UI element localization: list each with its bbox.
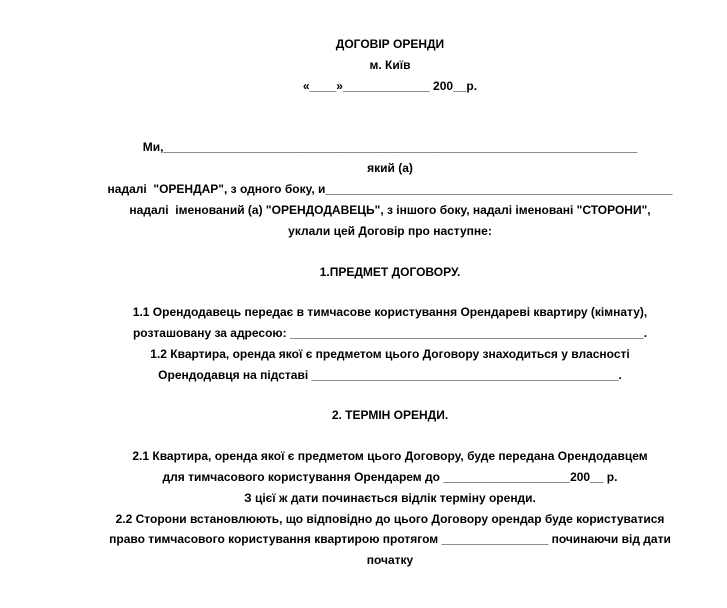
preamble-line: надалі "ОРЕНДАР", з одного боку, и____________________________________________________ — [107, 182, 673, 196]
section2-line: початку — [366, 553, 414, 567]
preamble-line: Ми,_______________________________________________________________________ — [142, 140, 638, 154]
section1-line: 1.2 Квартира, оренда якої є предметом цього Договору знаходиться у власності — [150, 347, 630, 361]
preamble-line: надалі іменований (а) "ОРЕНДОДАВЕЦЬ", з іншого боку, надалі іменовані "СТОРОНИ", — [129, 203, 651, 217]
section2-line: 2.2 Сторони встановлюють, що відповідно до цього Договору орендар буде користуватися — [115, 512, 665, 526]
document-title: ДОГОВІР ОРЕНДИ — [335, 37, 445, 51]
document-date-line: «____»_____________ 200__р. — [302, 79, 478, 93]
document-city: м. Київ — [369, 58, 411, 72]
section2-heading: 2. ТЕРМІН ОРЕНДИ. — [331, 408, 449, 422]
section1-line: Орендодавця на підставі ______________________________________________. — [158, 368, 622, 382]
section2-line: для тимчасового користування Орендарем до ___________________200__ р. — [162, 470, 618, 484]
preamble-line: який (а) — [367, 161, 413, 175]
section2-line: право тимчасового користування квартирою протягом ________________ починаючи від дати — [109, 532, 671, 546]
section1-heading: 1.ПРЕДМЕТ ДОГОВОРУ. — [319, 265, 461, 279]
section1-line: розташовану за адресою: _____________________________________________________. — [132, 326, 648, 340]
preamble-line: уклали цей Договір про наступне: — [288, 224, 492, 238]
section2-line: З цієї ж дати починається відлік терміну оренди. — [244, 491, 536, 505]
section2-line: 2.1 Квартира, оренда якої є предметом цього Договору, буде передана Орендодавцем — [132, 449, 648, 463]
section1-line: 1.1 Орендодавець передає в тимчасове користування Орендареві квартиру (кімнату), — [132, 305, 648, 319]
